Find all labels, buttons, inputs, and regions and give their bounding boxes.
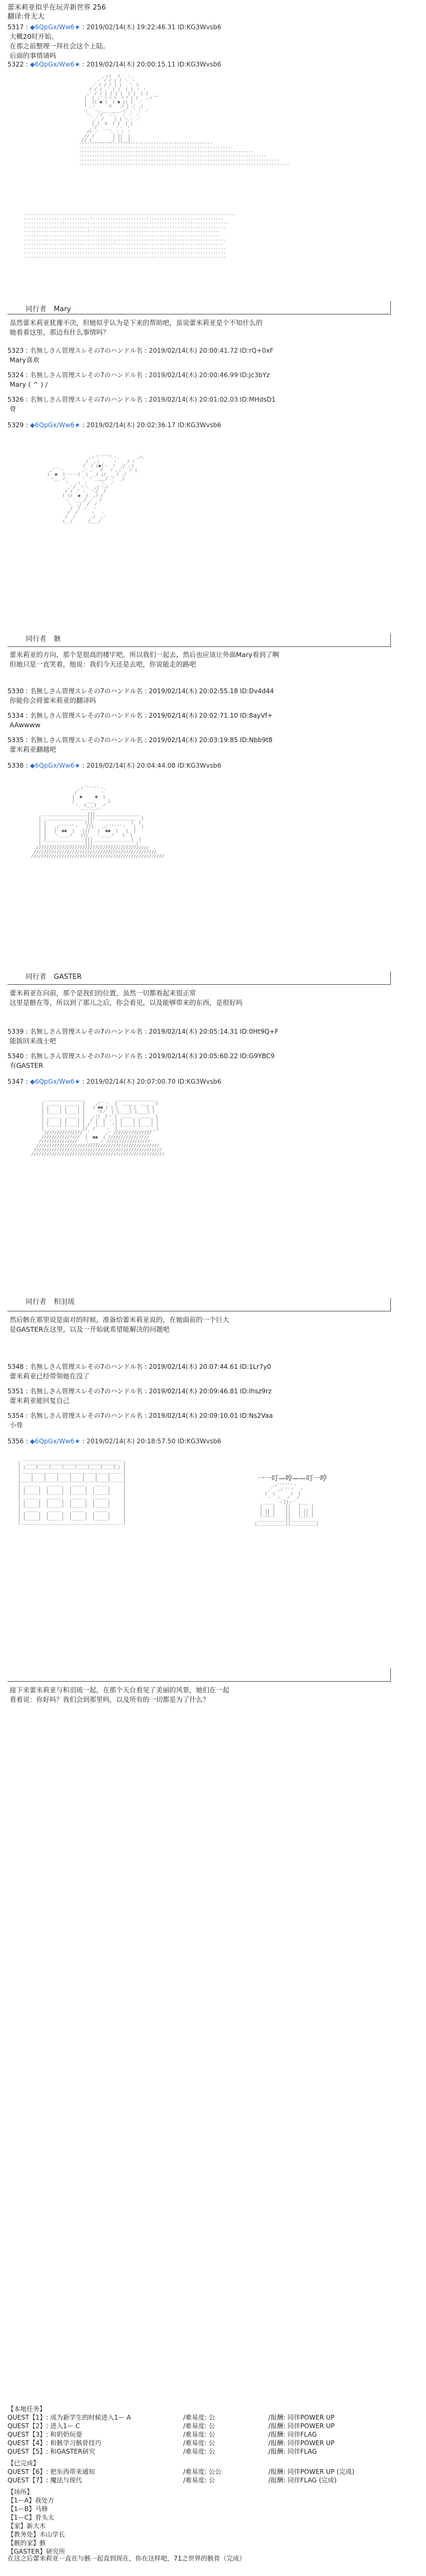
post-author[interactable]: 名無しさん管理スレその7のハンドル名 [30,1363,143,1370]
post: 5324 : 名無しさん管理スレその7のハンドル名 : 2019/02/14(木) 20:00:46.99 ID:Jc3bYz Mary ( ^ ) / [7,370,417,389]
bracket-line [390,1668,391,1681]
post-meta: 2019/02/14(木) 20:03:19.85 ID:Nbb9t8 [149,736,273,744]
bottom-note: 在这之后蕾米莉亚一直在与骸一起直到现在，你在这样吧，71之世界的骸骨（完成） [7,2555,246,2562]
bracket-line [390,1298,391,1311]
post-meta: 2019/02/14(木) 20:02:36.17 ID:KG3Wvsb6 [86,421,222,429]
quest-row: QUEST【3】: 和奶奶玩耍 /难易度: 公 /报酬: 同伴FLAG [7,2431,317,2438]
post-body: 有GASTER [10,1061,43,1069]
post-number[interactable]: 5324 [7,371,24,379]
post-number[interactable]: 5334 [7,712,24,719]
post: 5330 : 名無しさん管理スレその7のハンドル名 : 2019/02/14(木) 20:02:55.18 ID:Dv4d44 你能你会将蕾米莉亚的翻译吗 [7,686,417,705]
post-body: 骨 [10,405,17,413]
post [7,1077,417,1086]
post-body: Mary ( ^ ) / [10,380,48,388]
quest-row: QUEST【1】: 成为新学生的时候进入1ー A /难易度: 公 /报酬: 同伴POWER UP [7,2414,335,2421]
post-number[interactable]: 5356 [7,1437,24,1445]
trip-star-icon: ★ [74,23,80,31]
post-number[interactable]: 5323 [7,347,24,354]
post-number[interactable]: 5330 [7,687,24,695]
ascii-art: ________________ ________________ | ____ ____ | ,ｨ''ヽ | ____ ____ | | | | | | | ( ●● ) | | | | | | | |____| |____| | ヽ▽ノ | |____| |____| | | ____ ____ | ,ｨ| |ヽ | ____ ____ | | | | | | | / | | ヽ | | | | | | | |____| |____| | / |__| ヽ| |____| |____| | |_______________|/ / ヽ |_______________| /////////////// ,' ,' /////////////// /////////////// | ●● | //////////////// /////////////// ヽ____ノ ///////////////// //////////////////////////////////////////////// ////////////////////////////////////////////////// //////////////////////////////////////////////////// [31,1096,165,1157]
ascii-art-building: ________________________________________ | ____________________________________ | | |____|____|____|____|____|____|____|_| | |________________________________________| | | | | | | | | | |____|____|____|____|____|____|____|_____| | _____ _____ _____ _____ | | | | | | | | | | | | |_____| |_____| |_____| |_____| | | _____ _____ _____ _____ | | | | | | | | | | | | |_____| |_____| |_____| |_____| | | _____ _____ _____ _____ | | | | | | | | | | | | |_____| |_____| |_____| |_____| | |________________________________________| [18,1456,126,1525]
post-header: 5317 : ◆6QpGx/Ww6★ : 2019/02/14(木) 19:22:46.31 ID:KG3Wvsb6 [7,23,222,31]
post-number[interactable]: 5347 [7,1078,24,1085]
post-body: 蕾米莉亚翻越吧 [10,745,56,753]
bell-sound-text: 一一叮—哼——叮一哼 [258,1475,327,1483]
quest-row: QUEST【2】: 进入1ー C /难易度: 公 /报酬: 同伴POWER UP [7,2422,335,2430]
post-body: 蕾米莉亚能回复自己 [10,1397,70,1405]
bracket-line [390,301,391,314]
post: 5326 : 名無しさん管理スレその7のハンドル名 : 2019/02/14(木) 20:01:02.03 ID:MHdsD1 骨 [7,395,417,414]
post-author[interactable]: ◆6QpGx/Ww6 [30,421,75,429]
post-number[interactable]: 5354 [7,1412,24,1419]
post-author[interactable]: 名無しさん管理スレその7のハンドル名 [30,347,143,354]
post-body: AAwwww [10,721,40,729]
ascii-art: ___ ,ィ'' ''ヽ、 ,へ / ,ィ ､ ヽ / ﾉ __ / / (●)ヽ ﾉ ,/ ,イ ,' ヽ ,' ,' ▽ ﾉ ,ィ' / | ( ● )-----| | __/ |/ __ / ,ｲ ヽ__ ノ ヽ ヽ ____/ ／ _/ ＼ ,ィ ヽ ＼ ／ ,'/ ＼＼ ,ｲ ＼/ / / ／ ヽ ＼/ / ( (/ ● ) ,ｲ / ヽ ヽ___/ ,' / ＼ ,ｨ / / / / ／ ヽ / / ヽ ヽ / / ,ｲ ,' (__/ (___/ [47,451,144,523]
post: 5354 : 名無しさん管理スレその7のハンドル名 : 2019/02/14(木) 20:09:10.01 ID:Ns2Vaa 小骨 [7,1411,417,1430]
post [7,761,417,770]
quest-table [7,2405,417,2556]
completed-section-title: 【已完成】 [7,2459,40,2467]
post [7,22,417,61]
post-author[interactable]: 名無しさん管理スレその7のハンドル名 [30,1387,143,1395]
post-meta: 2019/02/14(木) 20:05:14.31 ID:0Ht9Q+F [149,1028,278,1035]
post-meta: 2019/02/14(木) 20:02:55.18 ID:Dv4d44 [149,687,274,695]
post-body: 蕾米莉亚已经带领她在没了 [10,1372,90,1380]
post-author[interactable]: 名無しさん管理スレその7のハンドル名 [30,371,143,379]
post-body: 小骨 [10,1421,23,1429]
post-meta: 2019/02/14(木) 20:18:57.50 ID:KG3Wvsb6 [86,1437,222,1445]
post: 5323 : 名無しさん管理スレその7のハンドル名 : 2019/02/14(木) 20:00:41.72 ID:rQ+0xF Mary喜欢 [7,346,417,365]
post-number[interactable]: 5329 [7,421,24,429]
post-author[interactable]: ◆6QpGx/Ww6 [30,23,75,31]
ascii-art-tree: ,ｨ''''''ヽ ,' ,ｨ'''ヽ ヽ ( ( ) ) ヽ ヽ__ノ ノ ____ ｀ー||ー' ____ | | || | | | || | || | || | |_||_| || |_||_| ___________||__________ |___________||__________| [255,1483,319,1526]
post-meta: 2019/02/14(木) 20:07:00.70 ID:KG3Wvsb6 [86,1078,222,1085]
post-number[interactable]: 5348 [7,1363,24,1370]
post-number[interactable]: 5338 [7,762,24,769]
story-text: 蕾米莉亚的方向，那个是很高的楼宇吧。所以我们一起去，然后也应该让外面Mary看到了啊 但她只是一直笑着，他说：我们今天还是去吧，你说能走的路吧 [10,651,279,668]
quest-row: QUEST【7】: 魔法与现代 /难易度: 公 /报酬: 同伴FLAG (完成) [7,2477,337,2484]
post: 5340 : 名無しさん管理スレその7のハンドル名 : 2019/02/14(木) 20:05:60.22 ID:G9YBC9 有GASTER [7,1051,417,1070]
post-author[interactable]: 名無しさん管理スレその7のハンドル名 [30,712,143,719]
art-caption: 同行者 GASTER [26,973,82,981]
quest-row: QUEST【5】: 和GASTER研究 /难易度: 公 /报酬: 同伴FLAG [7,2448,317,2455]
post-author[interactable]: 名無しさん管理スレその7のハンドル名 [30,1412,143,1419]
place-item: 【1ーB】马修 [7,2505,48,2513]
translator-line: 翻译:骨无大 [7,13,45,21]
post-meta: 2019/02/14(木) 20:07:44.61 ID:1Lr7y0 [149,1363,272,1370]
post-body: Mary喜欢 [10,356,39,364]
post: 5348 : 名無しさん管理スレその7のハンドル名 : 2019/02/14(木) 20:07:44.61 ID:1Lr7y0 蕾米莉亚已经带领她在没了 [7,1362,417,1381]
post-meta: 2019/02/14(木) 20:09:10.01 ID:Ns2Vaa [149,1412,273,1419]
art-caption: 同行者 积羽琉 [26,1298,75,1306]
place-item: 【1ーA】我处方 [7,2497,54,2504]
story-text: 然后骸在那里说是面对的时候，准备给蕾米莉亚说的，在她面前的一个巨大 是GASTER在这里，以及一开始就希望能解决的问题吧 [10,1316,230,1333]
ascii-art-panel [7,771,391,985]
place-item: 【1ーC】骨头太 [7,2514,55,2521]
post-meta: 2019/02/14(木) 19:22:46.31 ID:KG3Wvsb6 [86,23,222,31]
post-meta: 2019/02/14(木) 20:00:46.99 ID:Jc3bYz [149,371,270,379]
post-header: 5329 : ◆6QpGx/Ww6★ : 2019/02/14(木) 20:02:36.17 ID:KG3Wvsb6 [7,421,222,429]
post [7,1436,417,1446]
post-author[interactable]: 名無しさん管理スレその7のハンドル名 [30,1028,143,1035]
trip-star-icon: ★ [74,1437,80,1445]
post-number[interactable]: 5351 [7,1387,24,1395]
ascii-art-panel [7,69,391,314]
ascii-art-panel [7,1087,391,1311]
post-header: 5322 : ◆6QpGx/Ww6★ : 2019/02/14(木) 20:00:15.11 ID:KG3Wvsb6 [7,61,222,68]
ascii-art: ,ィ''''''ヽ、 / ヽ | ● ● | | ___ | ヽ (___) ノ ｀ｰ-----ｰ' __________________|||__________________ | _______________ ||| _______________ | | | ||| | | | | ,ｨ''''''ヽ ||| ,ｨ''''''ヽ | | | | | ●● | ||| | ●● | | | | | ヽ____ノ ||| ヽ____ノ | | | |_______________|||_______________| | |_________________|||_________________| //////////////////////////////////////////// //////////////////////////////////////////////// //////////////////////////////////////////////////// [31,786,165,859]
post-number[interactable]: 5339 [7,1028,24,1035]
place-item: 【GASTER】研究所 [7,2548,65,2555]
post [7,60,417,69]
story-text: 虽然蕾米莉亚犹豫不决，但她似乎认为是下来的帮助吧，虽说蕾米莉亚是个不知什么的 她看着这里，那边有什么事情吗？ [10,319,263,336]
quest-list [7,2413,417,2456]
story-text: 蕾米莉亚在向前，那个是我们的位置，虽然一切都看起来很正常 这里是骸在等，所以到了那儿之后，你会看见，以及能够带来的东西，是很好吗 [10,989,243,1007]
post-meta: 2019/02/14(木) 20:09:46.81 ID:Ihsz9rz [149,1387,272,1395]
post-body: 你能你会将蕾米莉亚的翻译吗 [10,696,96,704]
post-header: 5347 : ◆6QpGx/Ww6★ : 2019/02/14(木) 20:07:00.70 ID:KG3Wvsb6 [7,1078,222,1085]
post: 5334 : 名無しさん管理スレその7のハンドル名 : 2019/02/14(木) 20:02:71.10 ID:8ayVf+ AAwwww [7,711,417,730]
trip-star-icon: ★ [74,421,80,429]
bracket-line [390,971,391,984]
post: 5339 : 名無しさん管理スレその7のハンドル名 : 2019/02/14(木) 20:05:14.31 ID:0Ht9Q+F 能拔回来战士吧 [7,1027,417,1046]
quest-row: QUEST【6】: 把东西带来通知 /难易度: 公公 /报酬: 同伴POWER UP (完成) [7,2468,355,2475]
places-section-title: 【场所】 [7,2488,34,2496]
post: 5335 : 名無しさん管理スレその7のハンドル名 : 2019/02/14(木) 20:03:19.85 ID:Nbb9t8 蕾米莉亚翻越吧 [7,735,417,754]
post-author[interactable]: 名無しさん管理スレその7のハンドル名 [30,736,143,744]
post-number[interactable]: 5326 [7,396,24,403]
ascii-art-landscape: ................................................................................... ..........................:.....................:............................. ...............:.................................................:.............. ..........................................................:.................... .........................:................................................... ....:....................................:................................... ............................................................................... ...................................:.......................................... ............................................................................... ..........................................................:.................... ............................................................................... [23,211,236,259]
post-author[interactable]: 名無しさん管理スレその7のハンドル名 [30,396,143,403]
post-author[interactable]: ◆6QpGx/Ww6 [30,1078,75,1085]
place-item: 【骸的家】骸 [7,2539,46,2547]
post-author[interactable]: ◆6QpGx/Ww6 [30,61,75,68]
ascii-art-panel [7,1447,391,1682]
bracket-line [390,634,391,646]
quest-row: QUEST【4】: 和骸学习骸骨技巧 /难易度: 公 /报酬: 同伴POWER UP [7,2439,335,2447]
post-header: 5338 : ◆6QpGx/Ww6★ : 2019/02/14(木) 20:04:44.08 ID:KG3Wvsb6 [7,762,222,769]
post-meta: 2019/02/14(木) 20:01:02.03 ID:MHdsD1 [149,396,276,403]
post-meta: 2019/02/14(木) 20:04:44.08 ID:KG3Wvsb6 [86,762,222,769]
post-number[interactable]: 5317 [7,23,24,31]
post-author[interactable]: ◆6QpGx/Ww6 [30,762,75,769]
post-number[interactable]: 5335 [7,736,24,744]
post: 5351 : 名無しさん管理スレその7のハンドル名 : 2019/02/14(木) 20:09:46.81 ID:Ihsz9rz 蕾米莉亚能回复自己 [7,1386,417,1406]
post-meta: 2019/02/14(木) 20:05:60.22 ID:G9YBC9 [149,1052,275,1060]
art-caption: 同行者 Mary [26,305,71,313]
post [7,420,417,430]
page-header [7,3,106,21]
post-body: 能拔回来战士吧 [10,1037,56,1045]
quest-section-title: 【本地任务】 [7,2405,46,2413]
place-item: 【家】新大木 [7,2522,46,2530]
trip-star-icon: ★ [74,61,80,68]
post-meta: 2019/02/14(木) 20:00:15.11 ID:KG3Wvsb6 [86,61,222,68]
ascii-art: ,ィﾌ ￣ﾌ ｀ヽ. ／ / / / / ＼ ヽ ／ / / / | | ＼ \ / / / ,' | | | | ヽ ヽ ,' / / | | | | | | | | | | ;' ﾊ ﾊ ﾊ ﾊ ﾊ | | ,ィ'" | |( ● ) ( ● )| | ／ ! ,ゝ ▽ ,ｲ | ／ ,ｲ ヽ ｀ｰ..__ ____.ｨ' ,' ／ ／ ＼ ／/ ＼＼ ／ ／ ／ ｀,' / | | ＼／ ／ | | o | | | | ,'/ ___ ヽヽ ヽ // ／ ＼ ヽヽ ヽ // / | || | // /________/ ||__| '''''''''''''''''''''''''''''''''''''''''''''''''''' '''''''''''''''''''''''''''''''''''''''''''''''''''''''''''' '''''''''''''''''''''''''''''''''''''''''''''''''''''''''''''''''''' ''''''''''''''''''''''''''''''''''''''''''''''''''''''''''''''''''''''''' '''''''''''''''''''''''''''''''''''''''''''''''''''''''''''''''''''''''''''''' '''''''''''''''''''''''''''''''''''''''''''''''''''''''''''''''''''''''''''''''''' [79,74,290,168]
post-meta: 2019/02/14(木) 20:02:71.10 ID:8ayVf+ [149,712,273,719]
post-number[interactable]: 5340 [7,1052,24,1060]
post-author[interactable]: 名無しさん管理スレその7のハンドル名 [30,687,143,695]
post-meta: 2019/02/14(木) 20:00:41.72 ID:rQ+0xF [149,347,274,354]
art-caption: 同行者 骸 [26,635,61,643]
post-number[interactable]: 5322 [7,61,24,68]
post-header: 5356 : ◆6QpGx/Ww6★ : 2019/02/14(木) 20:18:57.50 ID:KG3Wvsb6 [7,1437,222,1445]
place-item: 【教务处】木山学长 [7,2531,65,2538]
page-title: 蕾米莉亚似乎在玩弄新世界 256 [7,4,106,12]
trip-star-icon: ★ [74,1078,80,1085]
story-text: 接下来蕾米莉亚与积羽琉一起，在那个天台看见了美丽的风景，她们在一起 看看说：你好吗？我们会到那里吗，以及所有的一切都是为了什么？ [10,1686,230,1704]
post-author[interactable]: ◆6QpGx/Ww6 [30,1437,75,1445]
trip-star-icon: ★ [74,762,80,769]
post-author[interactable]: 名無しさん管理スレその7のハンドル名 [30,1052,143,1060]
ascii-art-panel [7,431,391,647]
post-body: 大概20时开始。 在那之前整理一拜社会这个上陆。 后面的事情请吗 [10,32,110,60]
